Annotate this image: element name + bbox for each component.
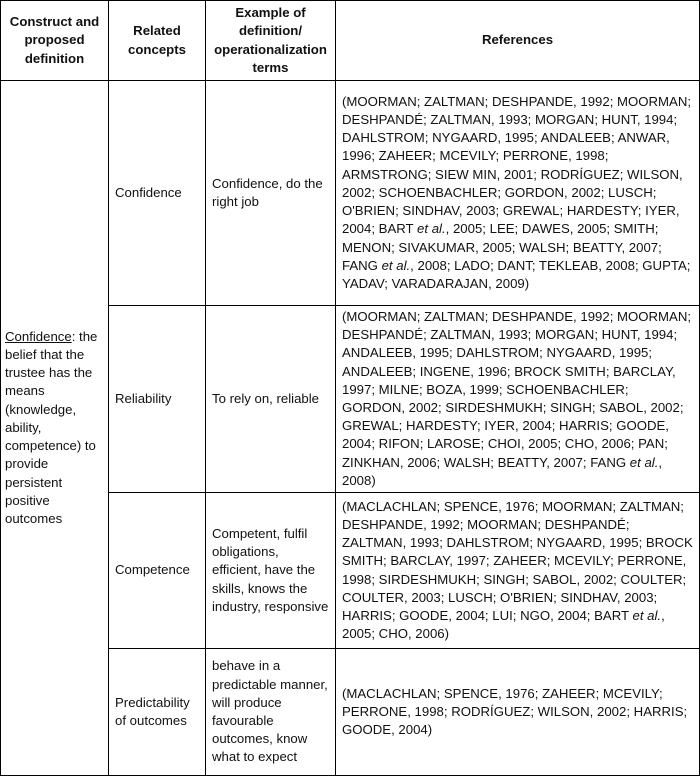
ref-et-al: et al. bbox=[381, 257, 411, 273]
construct-definition-cell bbox=[1, 81, 109, 776]
example-cell: Confidence, do the right job bbox=[206, 81, 336, 306]
header-construct: Construct and proposed definition bbox=[1, 1, 109, 81]
ref-text: , 2005; CHO, 2006) bbox=[342, 607, 665, 642]
header-example: Example of definition/ operationalization terms bbox=[206, 1, 336, 81]
ref-et-al: et al. bbox=[417, 221, 446, 237]
ref-text: (MOORMAN; ZALTMAN; DESHPANDE, 1992; MOORMAN; DESHPANDÉ; ZALTMAN, 1993; MORGAN; HUNT, 1994; DAHLSTROM; NYGAARD, 1995; ANDALEEB; ANWAR, 1996; ZAHEER; MCEVILY; PERRONE, 1998; ARMSTRONG; SIEW MIN, 2001; RODRÍGUEZ; WILSON, 2002; SCHOENBACHLER; GORDON, 2002; LUSCH; O'BRIEN; SINDHAV, 2003; GREWAL; HARDESTY; IYER, 2004; BART bbox=[342, 93, 692, 237]
ref-text: (MACLACHLAN; SPENCE, 1976; MOORMAN; ZALTMAN; DESHPANDE, 1992; MOORMAN; DESHPANDÉ; ZALTMAN, 1993; DAHLSTROM; NYGAARD, 1995; BROCK SMITH; BARCLAY, 1997; ZAHEER; MCEVILY; PERRONE, 1998; SIRDESHMUKH; SINGH; SABOL, 2002; COULTER; COULTER, 2003; LUSCH; O'BRIEN; SINDHAV, 2003; HARRIS; GOODE, 2004; LUI; NGO, 2004; BART bbox=[342, 498, 693, 623]
related-concept-cell: Competence bbox=[109, 493, 206, 649]
header-row bbox=[1, 1, 700, 81]
construct-term: Confidence bbox=[5, 328, 72, 344]
references-cell bbox=[336, 81, 700, 306]
references-cell bbox=[336, 649, 700, 776]
ref-et-al: et al. bbox=[632, 607, 662, 623]
example-cell: Competent, fulfil obligations, efficient, have the skills, knows the industry, responsive bbox=[206, 493, 336, 649]
ref-text: (MOORMAN; ZALTMAN; DESHPANDE, 1992; MOORMAN; DESHPANDÉ; ZALTMAN, 1993; MORGAN; HUNT, 1994; ANDALEEB, 1995; DAHLSTROM; NYGAARD, 1995; ANDALEEB; INGENE, 1996; BROCK SMITH; BARCLAY, 1997; MILNE; BOZA, 1999; SCHOENBACHLER; GORDON, 2002; SIRDESHMUKH; SINGH; SABOL, 2002; GREWAL; HARDESTY; IYER, 2004; HARRIS; GOODE, 2004; RIFON; LAROSE; CHOI, 2005; CHO, 2006; PAN; ZINKHAN, 2006; WALSH; BEATTY, 2007; FANG bbox=[342, 308, 692, 470]
header-related-concepts: Related concepts bbox=[109, 1, 206, 81]
example-cell: To rely on, reliable bbox=[206, 306, 336, 493]
related-concept-cell: Predictability of outcomes bbox=[109, 649, 206, 776]
table-row-confidence bbox=[1, 81, 700, 306]
ref-text: (MACLACHLAN; SPENCE, 1976; ZAHEER; MCEVILY; PERRONE, 1998; RODRÍGUEZ; WILSON, 2002; HARRIS; GOODE, 2004) bbox=[342, 685, 688, 738]
references-cell bbox=[336, 493, 700, 649]
ref-text: , 2005; LEE; DAWES, 2005; SMITH; MENON; SIVAKUMAR, 2005; WALSH; BEATTY, 2007; FANG bbox=[342, 221, 662, 273]
construct-definition: : the belief that the trustee has the means (knowledge, ability, competence) to provide persistent positive outcomes bbox=[5, 328, 98, 526]
ref-et-al: et al. bbox=[629, 454, 659, 470]
example-cell: behave in a predictable manner, will produce favourable outcomes, know what to expect bbox=[206, 649, 336, 776]
related-concept-cell: Confidence bbox=[109, 81, 206, 306]
header-references: References bbox=[336, 1, 700, 81]
related-concept-cell: Reliability bbox=[109, 306, 206, 493]
references-cell bbox=[336, 306, 700, 493]
ref-text: , 2008) bbox=[342, 454, 663, 488]
ref-text: , 2008; LADO; DANT; TEKLEAB, 2008; GUPTA; YADAV; VARADARAJAN, 2009) bbox=[342, 257, 691, 291]
